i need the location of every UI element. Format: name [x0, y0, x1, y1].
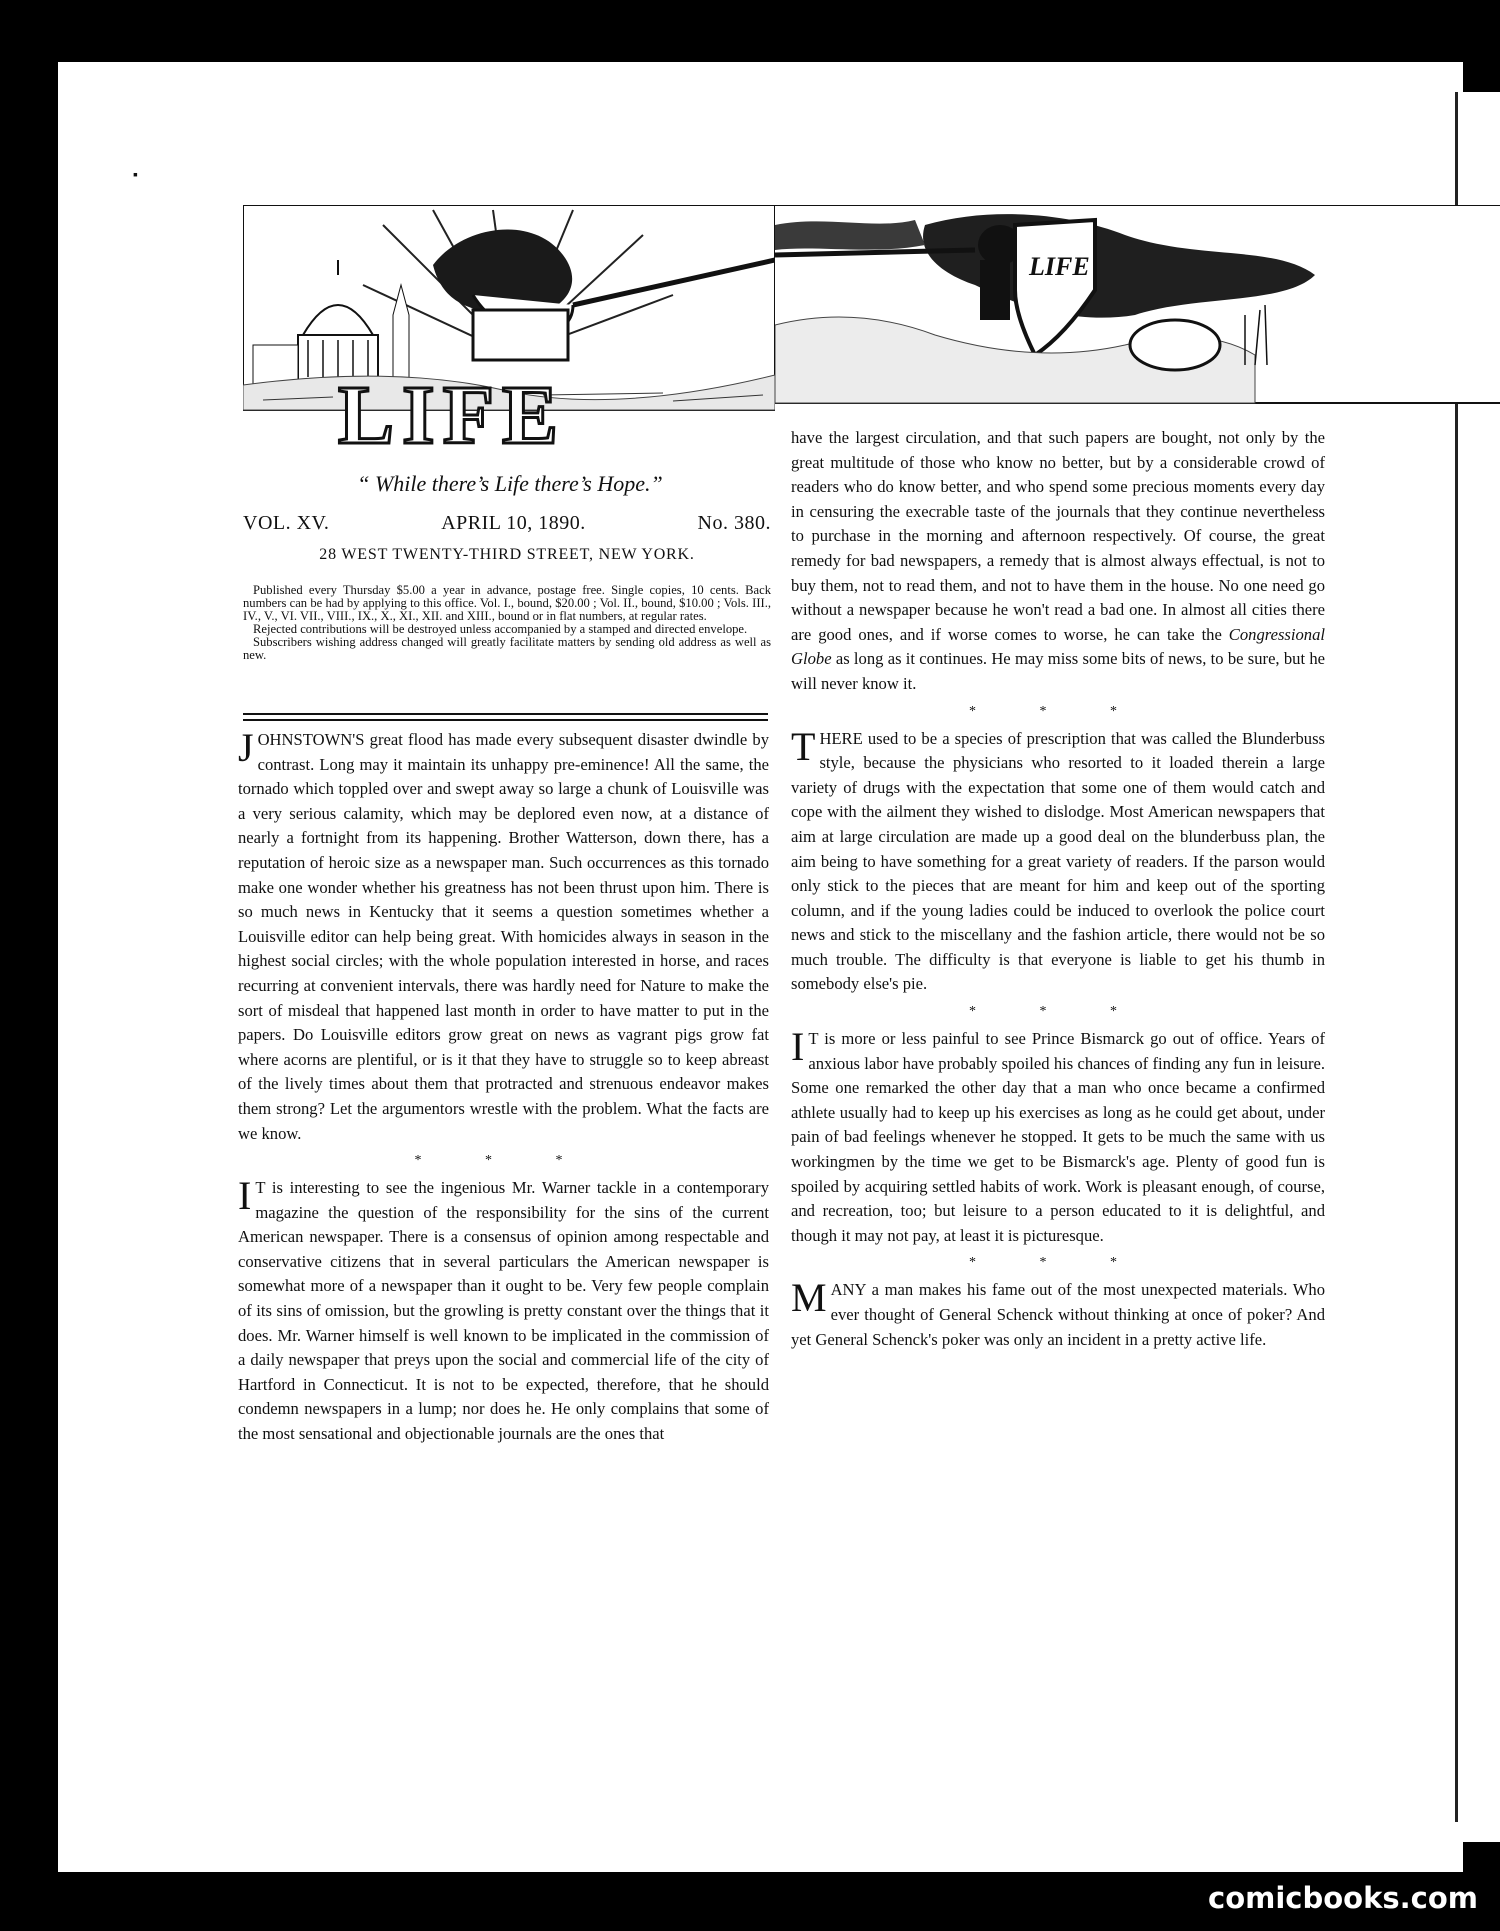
motto: “ While there’s Life there’s Hope.” [357, 471, 663, 496]
drop-cap: M [791, 1275, 827, 1321]
section-separator: * * * [414, 1153, 593, 1169]
section-separator: * * * [969, 703, 1147, 719]
scan-speck: ▪ [133, 168, 138, 183]
article-warner-continued: have the largest circulation, and that such papers are bought, not only by the great multitude of those who know no better, but by a considerable crowd of readers who do know better, and who spend some precious moments every day in censuring the execrable taste of the journals that they continue nevertheless to purchase in the morning and afternoon respectively. Of course, the great remedy for bad newspapers, a remedy that is almost always effectual, is not to buy them, not to read them, and not to have them in the house. No one need go without a newspaper because he won't read a bad one. In almost all cities there are good ones, and if worse comes to worse, he can take the Congressional Globe as long as it continues. He may miss some bits of news, to be sure, but he will never know it. [791, 428, 1325, 693]
header-rule [243, 713, 768, 715]
article-text: HERE used to be a species of prescription that was called the Blunderbuss style, because the physicians who resorted to it loaded therein a large variety of drugs with the expectation that some one of them would catch and cope with the ailment they wished to dislodge. Most American newspapers that aim at large circulation are made up a good deal on the blunderbuss plan, the aim being to have something for a great variety of readers. If the parson would only stick to the pieces that are meant for him and keep out of the sporting column, and if the young ladies could be induced to overlook the police court news and stick to the miscellany and the fashion article, there would not be so much trouble. The difficulty is that everyone is liable to get his thumb in somebody else's pie. [791, 728, 1325, 994]
article-text: OHNSTOWN'S great flood has made every subsequent disaster dwindle by contrast. Long may it maintain its unhappy pre-eminence! All the same, the tornado which toppled over and swept away so large a chunk of Louisville was a very serious calamity, which may be deplored even now, at a distance of nearly a fortnight from its happening. Brother Watterson, down there, has a reputation of heroic size as a newspaper man. Such occurrences as this tornado make one wonder whether his greatness has not been thrust upon him. There is so much news in Kentucky that it seems a question sometimes whether a Louisville editor can help being great. With homicides always in season in the highest social circles; with the whole population interested in horse, and races recurring at convenient intervals, there was hardly need for Nature to make the sort of misdeal that happened last month in order to have matter to put in the papers. Do Louisville editors grow great on news as vagrant pigs grow fat where acorns are plentiful, or is it that they have to struggle so to keep abreast of the lively times about them that protracted and strenuous endeavor makes them strong? Let the argumentors wrestle with the problem. What the facts are we know. [238, 730, 769, 1143]
article-schenck [791, 1275, 1325, 1352]
masthead-illustration-right [775, 205, 1500, 405]
right-column [791, 426, 1325, 1352]
header-rule [243, 719, 768, 721]
subscription-terms: Published every Thursday $5.00 a year in advance, postage free. Single copies, 10 cents. Back numbers can be had by applying to this office. Vol. I., bound, $20.00 ; Vol. II., bound, $10.00 ; Vols. III., IV., V., VI. VII., VIII., IX., X., XI., XII. and XIII., bound or in flat numbers, at regular rates. [243, 583, 771, 623]
drop-cap: I [791, 1024, 805, 1070]
office-address: 28 WEST TWENTY-THIRD STREET, NEW YORK. [319, 546, 695, 563]
contributions-notice: Rejected contributions will be destroyed unless accompanied by a stamped and directed envelope. [253, 622, 748, 636]
article-text: T is interesting to see the ingenious Mr. Warner tackle in a contemporary magazine the question of the responsibility for the sins of the current American newspaper. There is a consensus of opinion among respectable and conservative citizens that in several particulars the American newspaper is somewhat more of a newspaper than it ought to be. Very few people complain of its sins of omission, but the growling is pretty constant over the things that it does. Mr. Warner himself is well known to be implicated in the commission of a daily newspaper that preys upon the social and commercial life of the city of Hartford in Connecticut. It is not to be expected, therefore, that he should condemn newspapers in a lump; nor does he. He only complains that some of the most sensational and objectionable journals are the ones that [238, 1178, 769, 1444]
publication-notice [243, 584, 771, 662]
article-bismarck [791, 1024, 1325, 1248]
watermark: comicbooks.com [1208, 1881, 1478, 1915]
section-separator: * * * [969, 1004, 1147, 1020]
issue-number: No. 380. [697, 512, 771, 534]
article-text: ANY a man makes his fame out of the most unexpected materials. Who ever thought of General Schenck without thinking at once of poker? And yet General Schenck's poker was only an incident in a pretty active life. [791, 1280, 1325, 1349]
section-separator: * * * [969, 1255, 1147, 1271]
drop-cap: J [238, 725, 254, 770]
masthead-title: LIFE [338, 369, 567, 453]
issue-date: APRIL 10, 1890. [441, 512, 586, 534]
issue-line [243, 512, 771, 535]
address-change-notice: Subscribers wishing address changed will greatly facilitate matters by sending old address as well as new. [243, 635, 771, 662]
article-blunderbuss [791, 723, 1325, 998]
left-column [238, 725, 769, 1447]
shield-text: LIFE [1029, 252, 1090, 281]
drop-cap: T [791, 723, 816, 769]
article-johnstown [238, 725, 769, 1146]
drop-cap: I [238, 1173, 252, 1219]
article-text: T is more or less painful to see Prince Bismarck go out of office. Years of anxious labor have probably spoiled his chances of finding any fun in leisure. Some one remarked the other day that a man who once became a confirmed athlete usually had to keep up his exercises as long as he could get about, under pain of bad feelings whenever he stopped. It gets to be much the same with us workingmen by the time we get to be Bismarck's age. Plenty of good fun is spoiled by acquiring settled habits of work. Work is pleasant enough, of course, and recreation, too; but leisure to a person educated to it is delightful, and though it may not pay, at least it is picturesque. [791, 1029, 1325, 1245]
masthead-illustration [243, 205, 775, 453]
volume-number: VOL. XV. [243, 512, 330, 534]
italic-title: Congressional Globe [791, 624, 1325, 669]
article-warner [238, 1173, 769, 1447]
